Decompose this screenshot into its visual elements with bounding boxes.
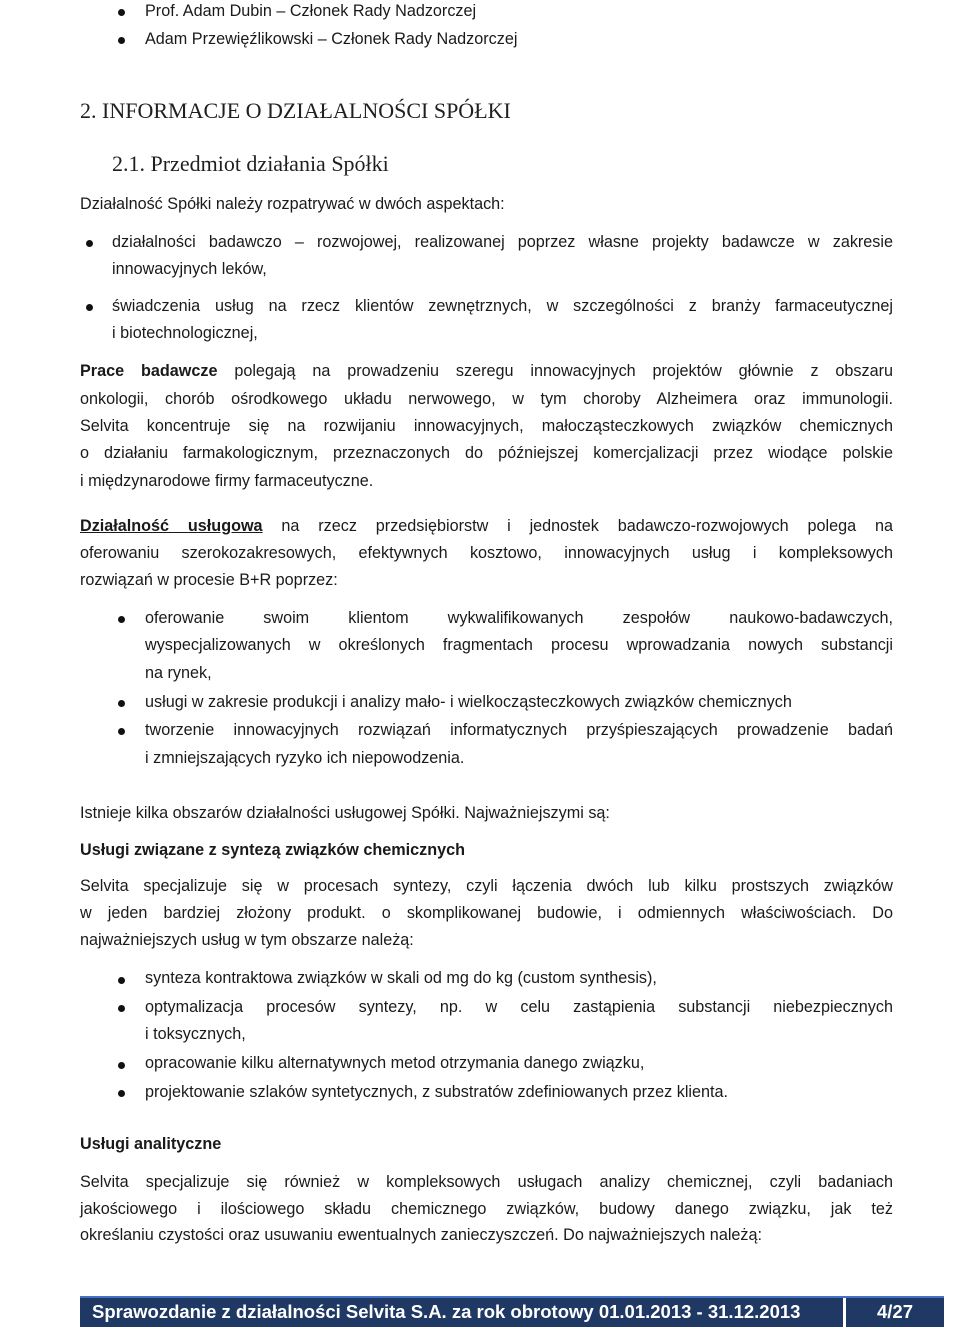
services-item-line: i zmniejszających ryzyko ich niepowodzenia. xyxy=(145,749,465,767)
research-line: onkologii, chorób ośrodkowego układu nerwowego, w tym choroby Alzheimera oraz immunologii. xyxy=(80,390,893,408)
synthesis-line: Selvita specjalizuje się w procesach syntezy, czyli łączenia dwóch lub kilku prostszych związków xyxy=(80,877,893,895)
subsection-heading: 2.1. Przedmiot działania Spółki xyxy=(112,151,389,176)
services-line: rozwiązań w procesie B+R poprzez: xyxy=(80,571,338,589)
research-line: o działaniu farmakologicznym, przeznaczonych do późniejszej komercjalizacji przez wiodące polskie xyxy=(80,444,893,462)
intro-text: Działalność Spółki należy rozpatrywać w dwóch aspektach: xyxy=(80,195,505,213)
synthesis-item-line: synteza kontraktowa związków w skali od mg do kg (custom synthesis), xyxy=(145,969,657,987)
synthesis-item-line: optymalizacja procesów syntezy, np. w celu zastąpienia substancji niebezpiecznych xyxy=(145,998,893,1016)
synthesis-item-line: i toksycznych, xyxy=(145,1025,246,1043)
aspect-line: innowacyjnych leków, xyxy=(112,260,267,278)
aspect-line: i biotechnologicznej, xyxy=(112,324,258,342)
footer-title: Sprawozdanie z działalności Selvita S.A. za rok obrotowy 01.01.2013 - 31.12.2013 xyxy=(92,1301,801,1322)
page-footer xyxy=(80,1296,944,1327)
services-item-line: oferowanie swoim klientom wykwalifikowanych zespołów naukowo-badawczych, xyxy=(145,609,893,627)
synthesis-line: w jeden bardziej złożony produkt. o skomplikowanej budowie, i odmiennych właściwościach. Do xyxy=(80,904,893,922)
list-bullet xyxy=(118,1090,125,1097)
analytics-line: określaniu czystości oraz usuwaniu ewentualnych zanieczyszczeń. Do najważniejszych należą: xyxy=(80,1226,763,1244)
services-item-line: usługi w zakresie produkcji i analizy mało- i wielkocząsteczkowych związków chemicznych xyxy=(145,693,792,711)
board-member: Prof. Adam Dubin – Członek Rady Nadzorczej xyxy=(145,2,477,20)
board-member: Adam Przewięźlikowski – Członek Rady Nadzorczej xyxy=(145,30,518,48)
list-bullet xyxy=(86,304,93,311)
services-line: Działalność usługowa na rzecz przedsiębiorstw i jednostek badawczo-rozwojowych polega na xyxy=(80,517,893,535)
section-heading: 2. INFORMACJE O DZIAŁALNOŚCI SPÓŁKI xyxy=(80,98,511,123)
services-lead: Działalność usługowa xyxy=(80,517,263,535)
services-item-line: tworzenie innowacyjnych rozwiązań informatycznych przyśpieszających prowadzenie badań xyxy=(145,721,893,739)
page-number: 4/27 xyxy=(876,1301,913,1322)
list-bullet xyxy=(118,9,125,16)
analytics-line: Selvita specjalizuje się również w kompleksowych usługach analizy chemicznej, czyli badaniach xyxy=(80,1173,893,1191)
services-line: oferowaniu szerokozakresowych, efektywnych kosztowo, innowacyjnych usług i kompleksowych xyxy=(80,544,893,562)
list-bullet xyxy=(118,616,125,623)
list-bullet xyxy=(118,1062,125,1069)
list-bullet xyxy=(86,240,93,247)
aspect-line: świadczenia usług na rzecz klientów zewnętrznych, w szczególności z branży farmaceutycznej xyxy=(112,297,893,315)
synthesis-item-line: projektowanie szlaków syntetycznych, z substratów zdefiniowanych przez klienta. xyxy=(145,1083,729,1101)
aspect-line: działalności badawczo – rozwojowej, realizowanej poprzez własne projekty badawcze w zakresie xyxy=(112,233,893,251)
list-bullet xyxy=(118,700,125,707)
list-bullet xyxy=(118,1005,125,1012)
research-line: i międzynarodowe firmy farmaceutyczne. xyxy=(80,472,374,490)
list-bullet xyxy=(118,37,125,44)
analytics-heading: Usługi analityczne xyxy=(80,1135,222,1153)
synthesis-heading: Usługi związane z syntezą związków chemicznych xyxy=(80,841,466,859)
analytics-line: jakościowego i ilościowego składu chemicznego związków, budowy danego związku, jak też xyxy=(80,1200,893,1218)
research-lead: Prace badawcze xyxy=(80,362,218,380)
areas-intro: Istnieje kilka obszarów działalności usługowej Spółki. Najważniejszymi są: xyxy=(80,804,610,822)
services-item-line: na rynek, xyxy=(145,664,212,682)
list-bullet xyxy=(118,977,125,984)
synthesis-item-line: opracowanie kilku alternatywnych metod otrzymania danego związku, xyxy=(145,1054,645,1072)
research-line: Selvita koncentruje się na rozwijaniu innowacyjnych, małocząsteczkowych związków chemicznych xyxy=(80,417,893,435)
list-bullet xyxy=(118,728,125,735)
synthesis-line: najważniejszych usług w tym obszarze należą: xyxy=(80,931,414,949)
research-line: Prace badawcze polegają na prowadzeniu szeregu innowacyjnych projektów głównie z obszaru xyxy=(80,362,893,380)
services-item-line: wyspecjalizowanych w określonych fragmentach procesu wprowadzania nowych substancji xyxy=(145,636,893,654)
